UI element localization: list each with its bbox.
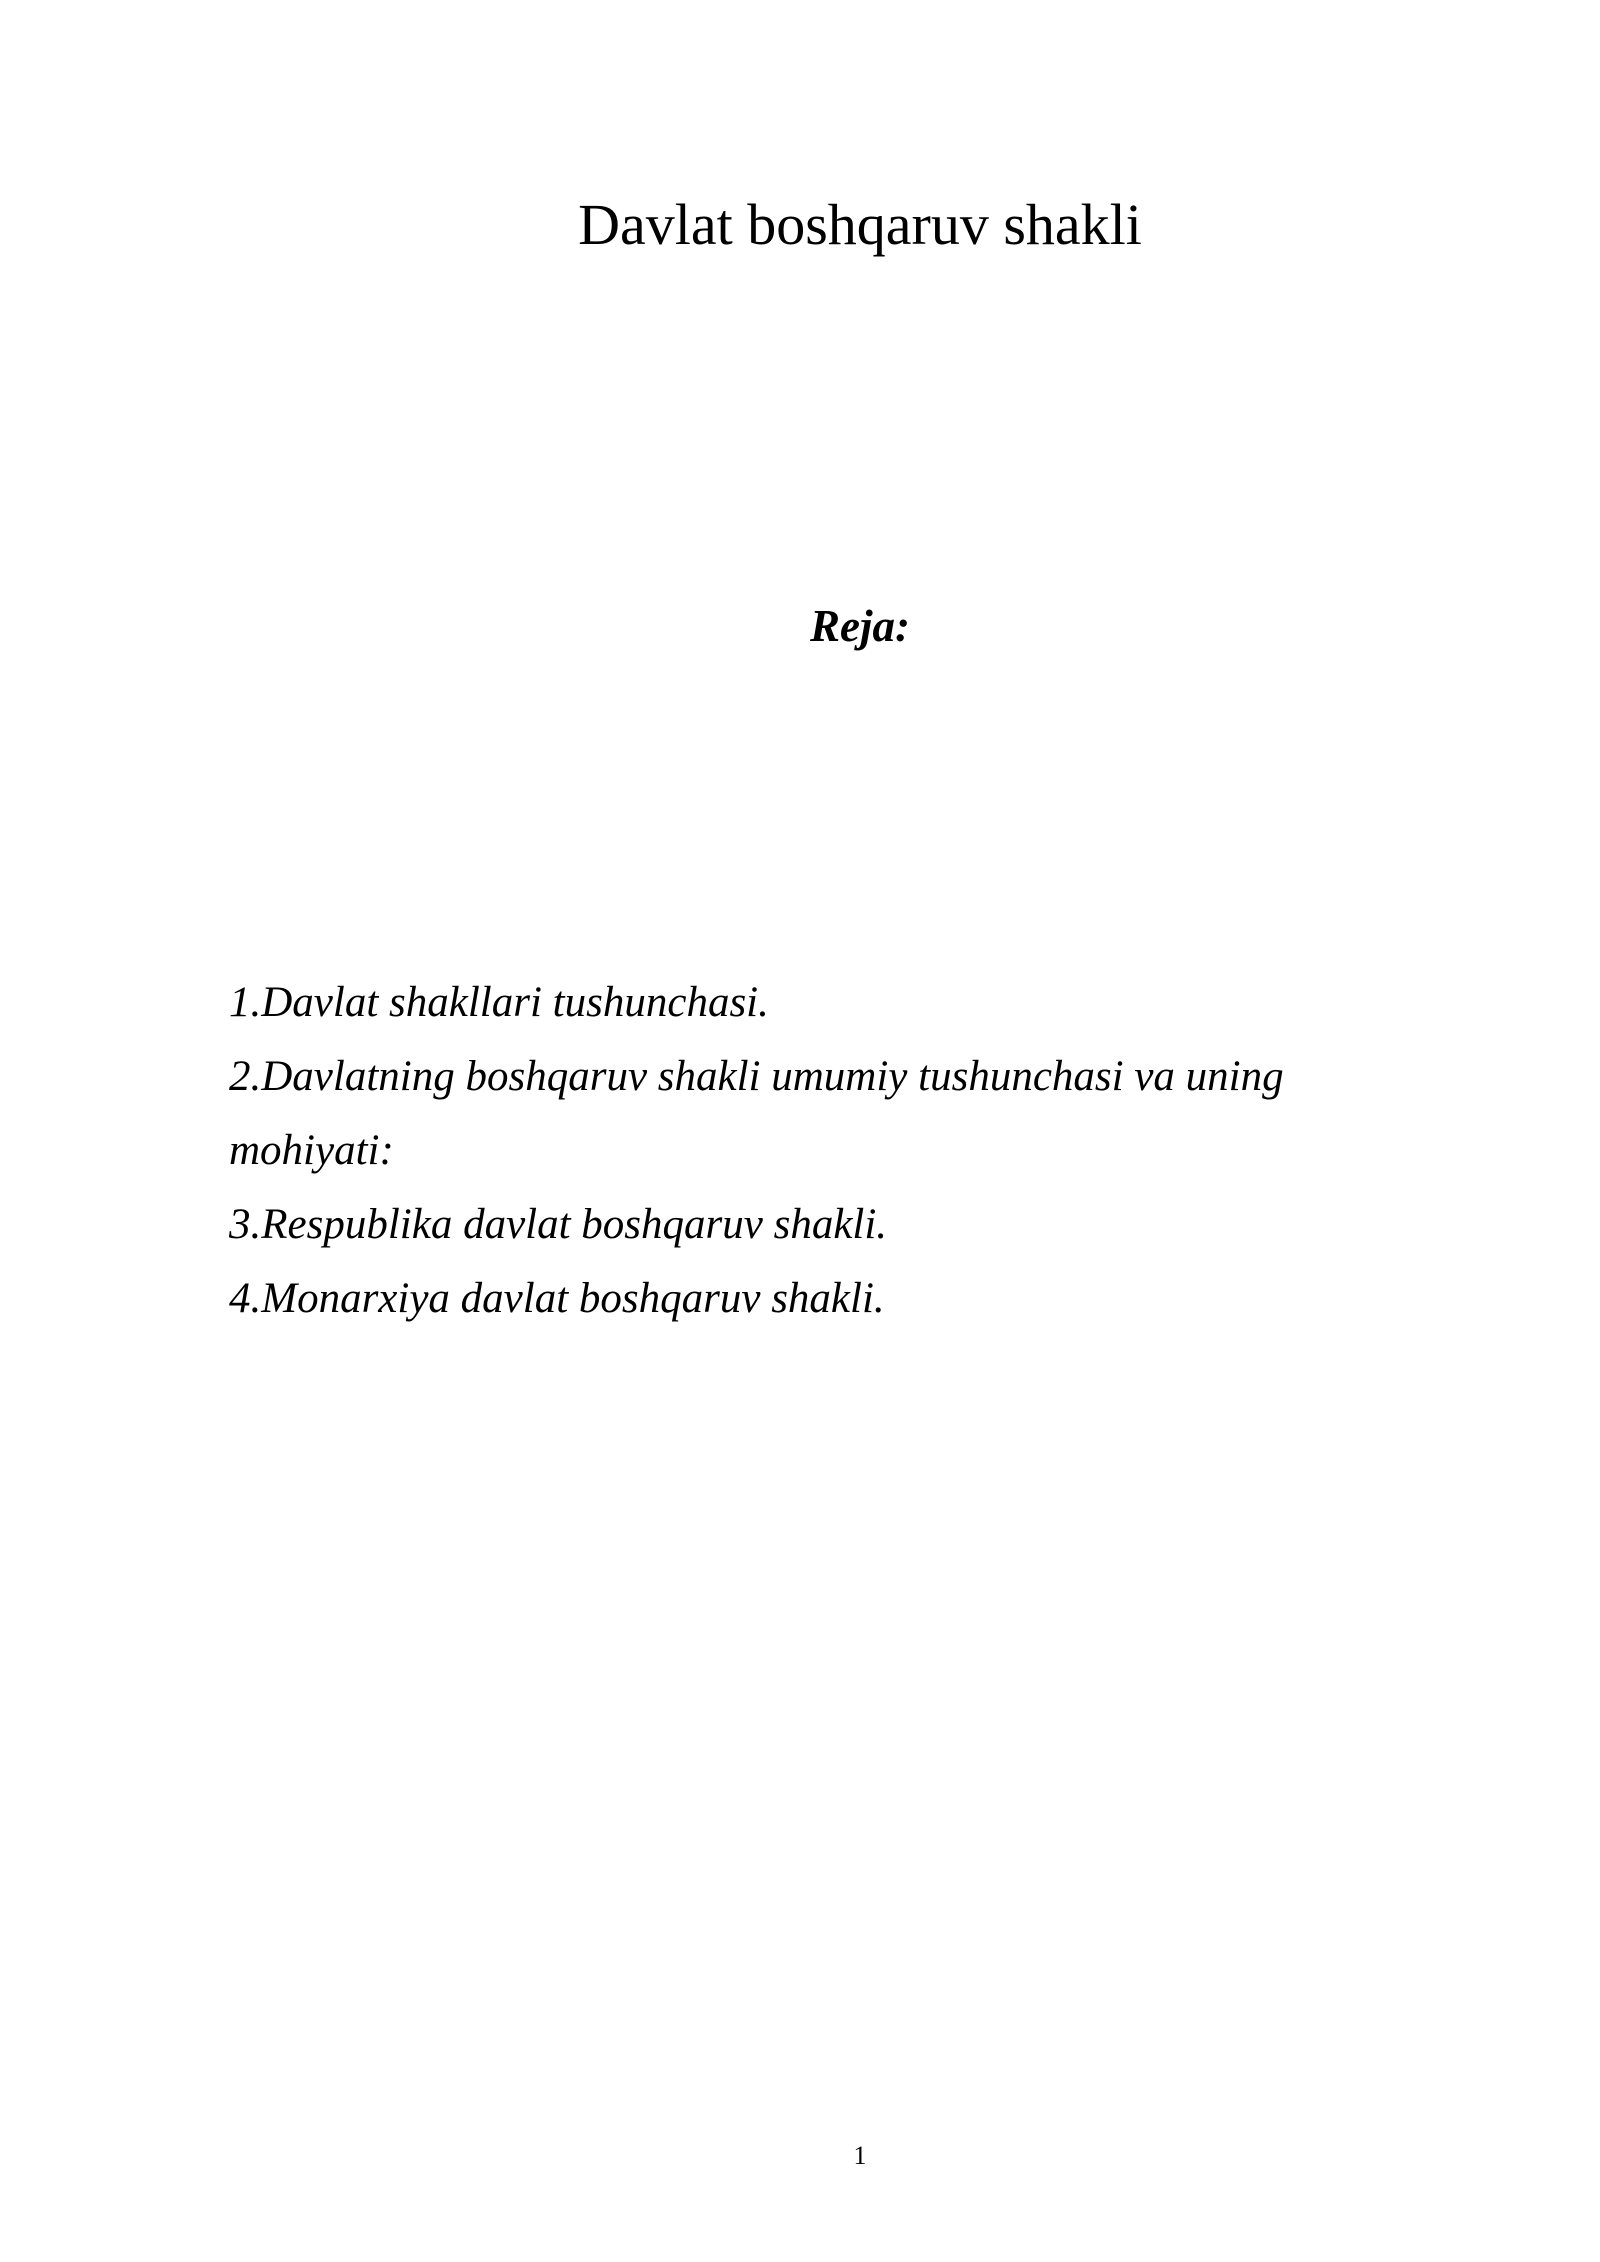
page-number: 1 (853, 2141, 867, 2170)
plan-heading: Reja: (810, 601, 910, 651)
plan-item: 4.Monarxiya davlat boshqaruv shakli. (229, 1275, 885, 1322)
document-title: Davlat boshqaruv shakli (578, 192, 1142, 257)
plan-item: 1.Davlat shakllari tushunchasi. (229, 979, 769, 1026)
plan-item: 3.Respublika davlat boshqaruv shakli. (229, 1201, 888, 1248)
plan-list (229, 966, 1429, 1336)
plan-item: 2.Davlatning boshqaruv shakli umumiy tushunchasi va uning mohiyati: (229, 1053, 1284, 1174)
